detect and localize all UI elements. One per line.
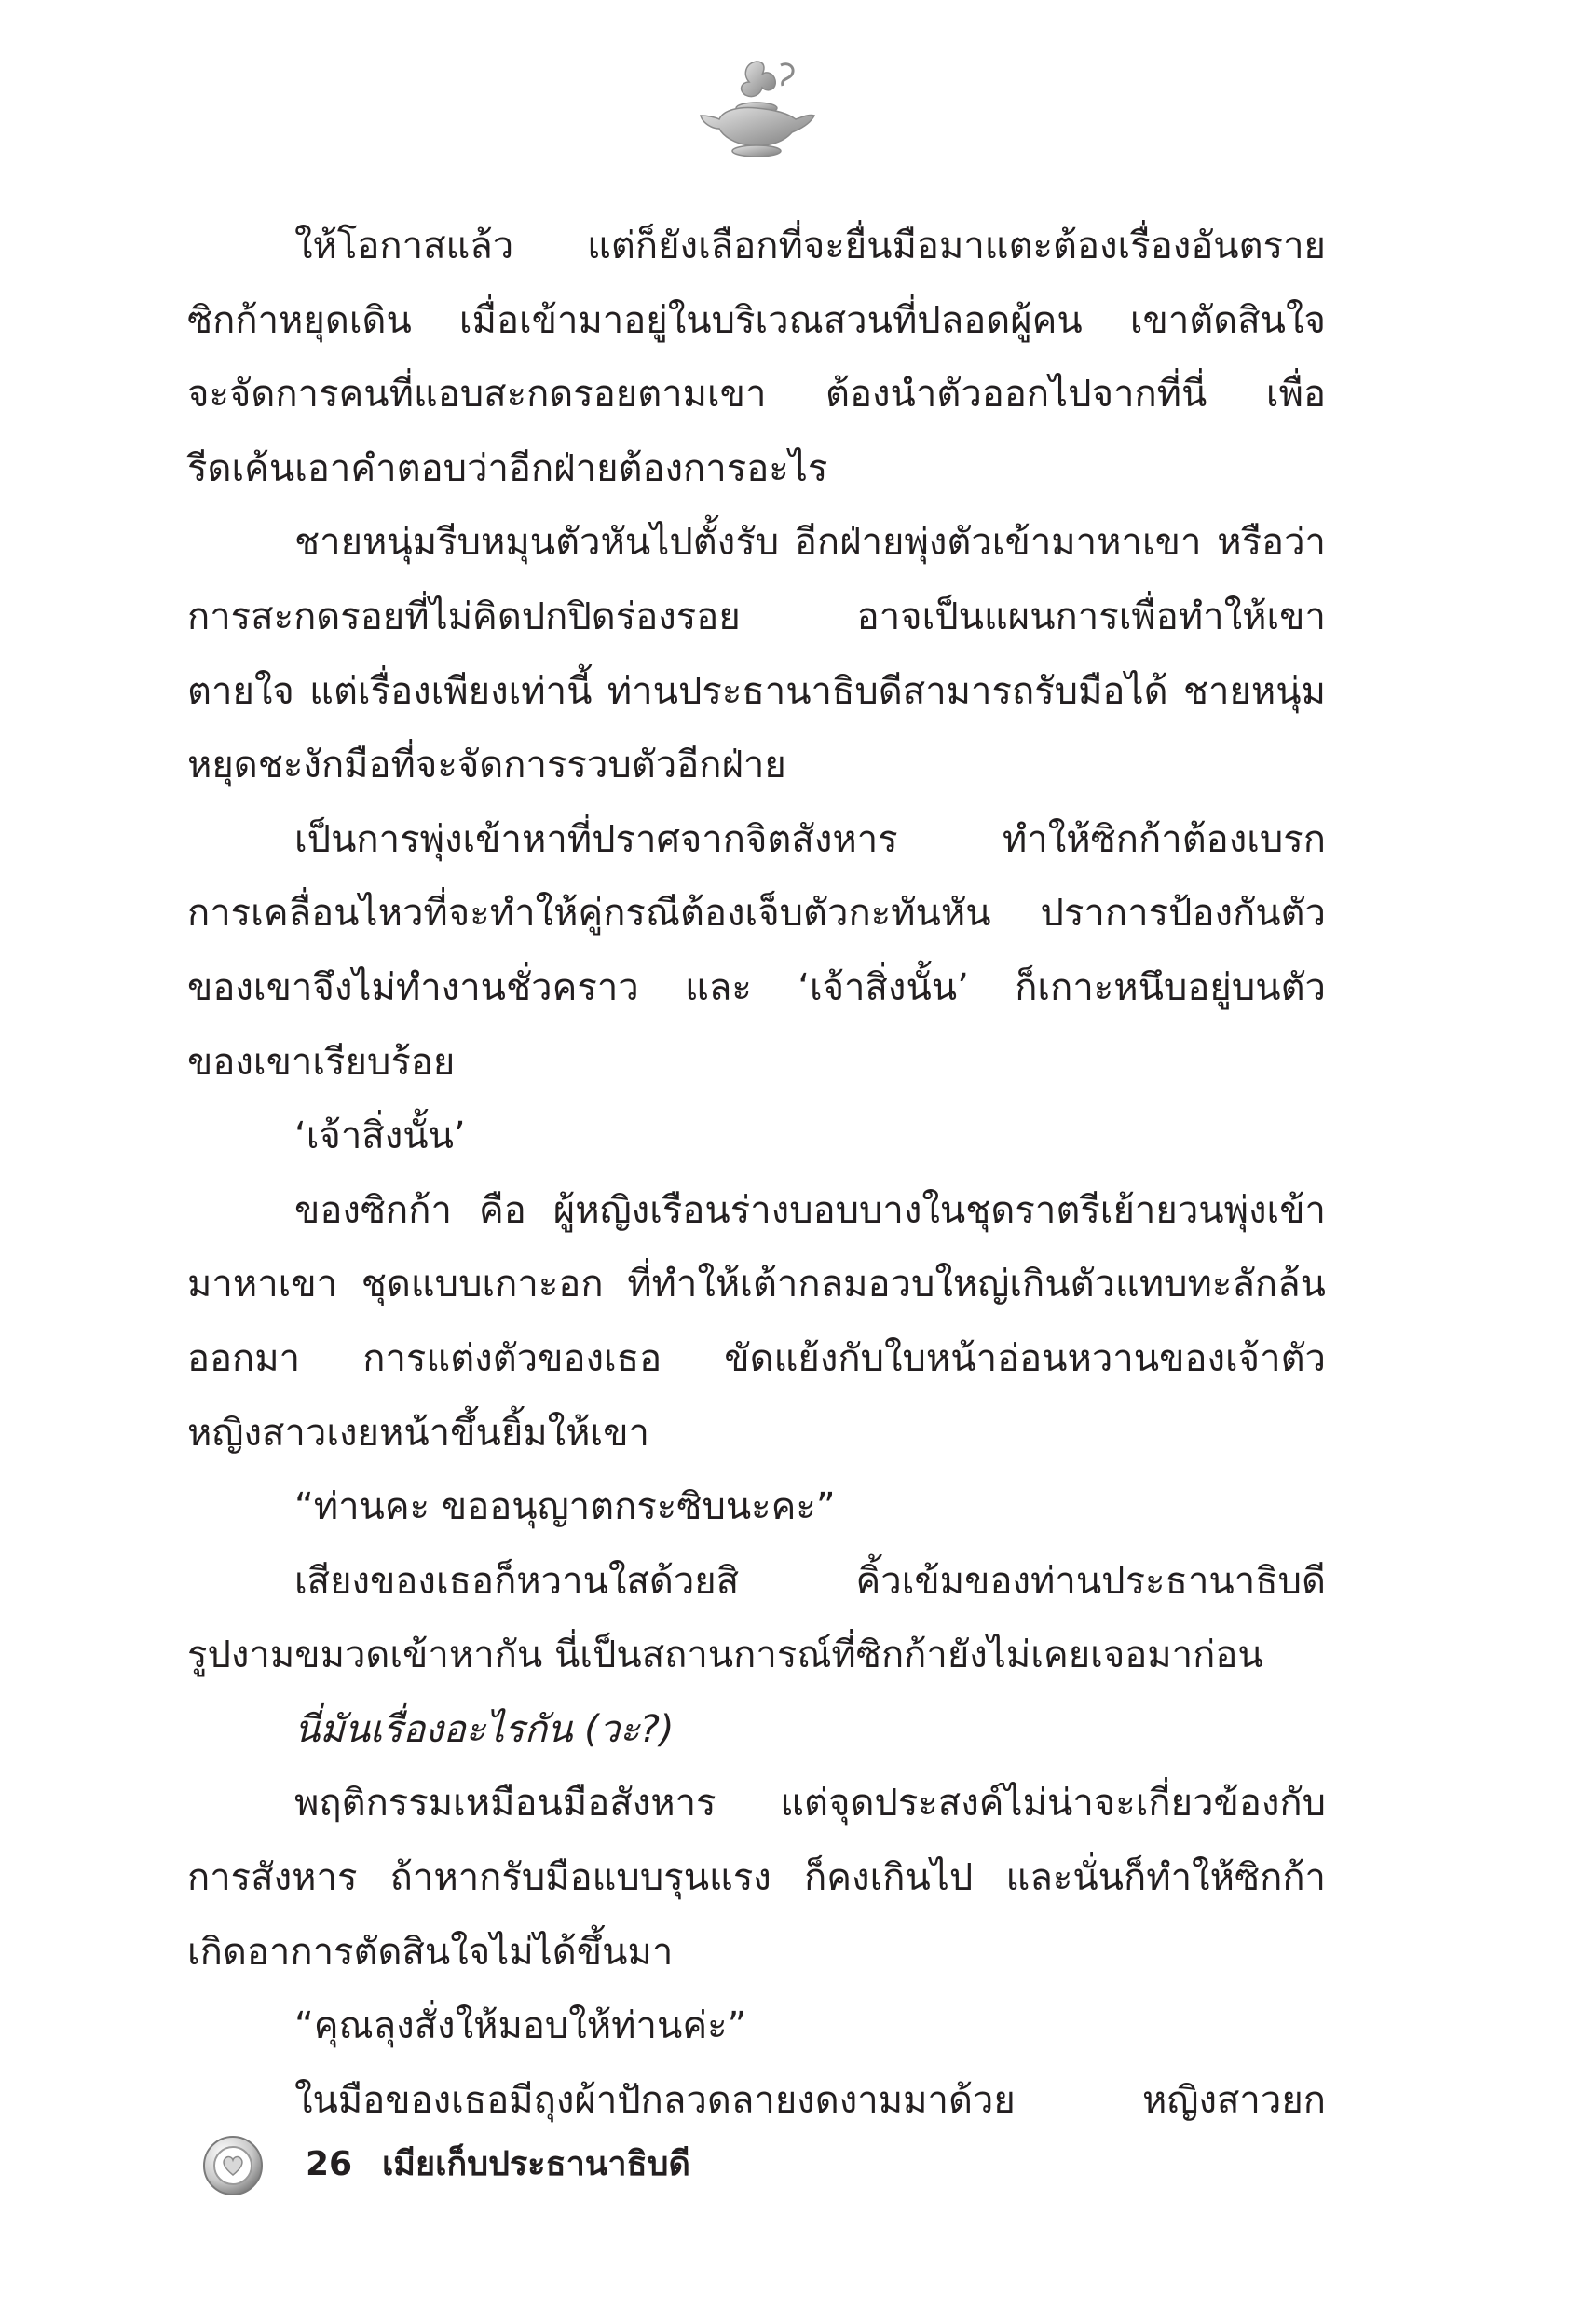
text-line: หญิงสาวเงยหน้าขึ้นยิ้มให้เขา: [187, 1411, 649, 1455]
text-line: การเคลื่อนไหวที่จะทำให้คู่กรณีต้องเจ็บตัวกะทันหัน ปราการป้องกันตัว: [187, 892, 1326, 936]
book-title: เมียเก็บประธานาธิบดี: [382, 2145, 690, 2183]
text-line: จะจัดการคนที่แอบสะกดรอยตามเขา ต้องนำตัวออกไปจากที่นี่ เพื่อ: [187, 373, 1326, 417]
genie-lamp-icon: [691, 54, 822, 166]
text-line: หยุดชะงักมือที่จะจัดการรวบตัวอีกฝ่าย: [187, 744, 786, 787]
text-line: รีดเค้นเอาคำตอบว่าอีกฝ่ายต้องการอะไร: [187, 446, 828, 490]
text-line: รูปงามขมวดเข้าหากัน นี่เป็นสถานการณ์ที่ซิกก้ายังไม่เคยเจอมาก่อน: [187, 1634, 1263, 1677]
text-line: ของเขาเรียบร้อย: [187, 1040, 456, 1084]
text-line: เป็นการพุ่งเข้าหาที่ปราศจากจิตสังหาร ทำให้ซิกก้าต้องเบรก: [294, 817, 1326, 861]
text-line: ‘เจ้าสิ่งนั้น’: [294, 1114, 466, 1158]
text-line: ให้โอกาสแล้ว แต่ก็ยังเลือกที่จะยื่นมือมาแตะต้องเรื่องอันตราย: [294, 225, 1326, 267]
text-line: นี่มันเรื่องอะไรกัน (วะ?): [294, 1707, 675, 1751]
text-line: ซิกก้าหยุดเดิน เมื่อเข้ามาอยู่ในบริเวณสวนที่ปลอดผู้คน เขาตัดสินใจ: [187, 298, 1326, 342]
text-line: ในมือของเธอมีถุงผ้าปักลวดลายงดงามมาด้วย หญิงสาวยก: [294, 2078, 1326, 2122]
body-text: [187, 210, 1326, 2138]
text-line: ตายใจ แต่เรื่องเพียงเท่านี้ ท่านประธานาธิบดีสามารถรับมือได้ ชายหนุ่ม: [187, 669, 1326, 713]
text-line: พฤติกรรมเหมือนมือสังหาร แต่จุดประสงค์ไม่น่าจะเกี่ยวข้องกับ: [294, 1782, 1326, 1826]
text-line: การสังหาร ถ้าหากรับมือแบบรุนแรง ก็คงเกินไป และนั่นก็ทำให้ซิกก้า: [187, 1856, 1326, 1900]
text-line: เสียงของเธอก็หวานใสด้วยสิ คิ้วเข้มของท่านประธานาธิบดี: [294, 1559, 1326, 1603]
page-number: 26: [306, 2145, 353, 2183]
text-line: “คุณลุงสั่งให้มอบให้ท่านค่ะ”: [294, 2004, 747, 2048]
text-line: “ท่านคะ ขออนุญาตกระซิบนะคะ”: [294, 1485, 836, 1529]
text-line: การสะกดรอยที่ไม่คิดปกปิดร่องรอย อาจเป็นแผนการเพื่อทำให้เขา: [187, 595, 1326, 638]
text-line: ของเขาจึงไม่ทำงานชั่วคราว และ ‘เจ้าสิ่งนั้น’ ก็เกาะหนึบอยู่บนตัว: [187, 965, 1326, 1009]
text-line: มาหาเขา ชุดแบบเกาะอก ที่ทำให้เต้ากลมอวบใหญ่เกินตัวแทบทะลักล้น: [187, 1263, 1326, 1306]
text-line: ของซิกก้า คือ ผู้หญิงเรือนร่างบอบบางในชุดราตรีเย้ายวนพุ่งเข้า: [294, 1188, 1326, 1232]
text-line: เกิดอาการตัดสินใจไม่ได้ขึ้นมา: [187, 1930, 674, 1974]
text-line: ออกมา การแต่งตัวของเธอ ขัดแย้งกับใบหน้าอ่อนหวานของเจ้าตัว: [187, 1336, 1326, 1380]
heart-badge-icon: [201, 2134, 265, 2197]
text-line: ชายหนุ่มรีบหมุนตัวหันไปตั้งรับ อีกฝ่ายพุ่งตัวเข้ามาหาเขา หรือว่า: [294, 521, 1326, 565]
